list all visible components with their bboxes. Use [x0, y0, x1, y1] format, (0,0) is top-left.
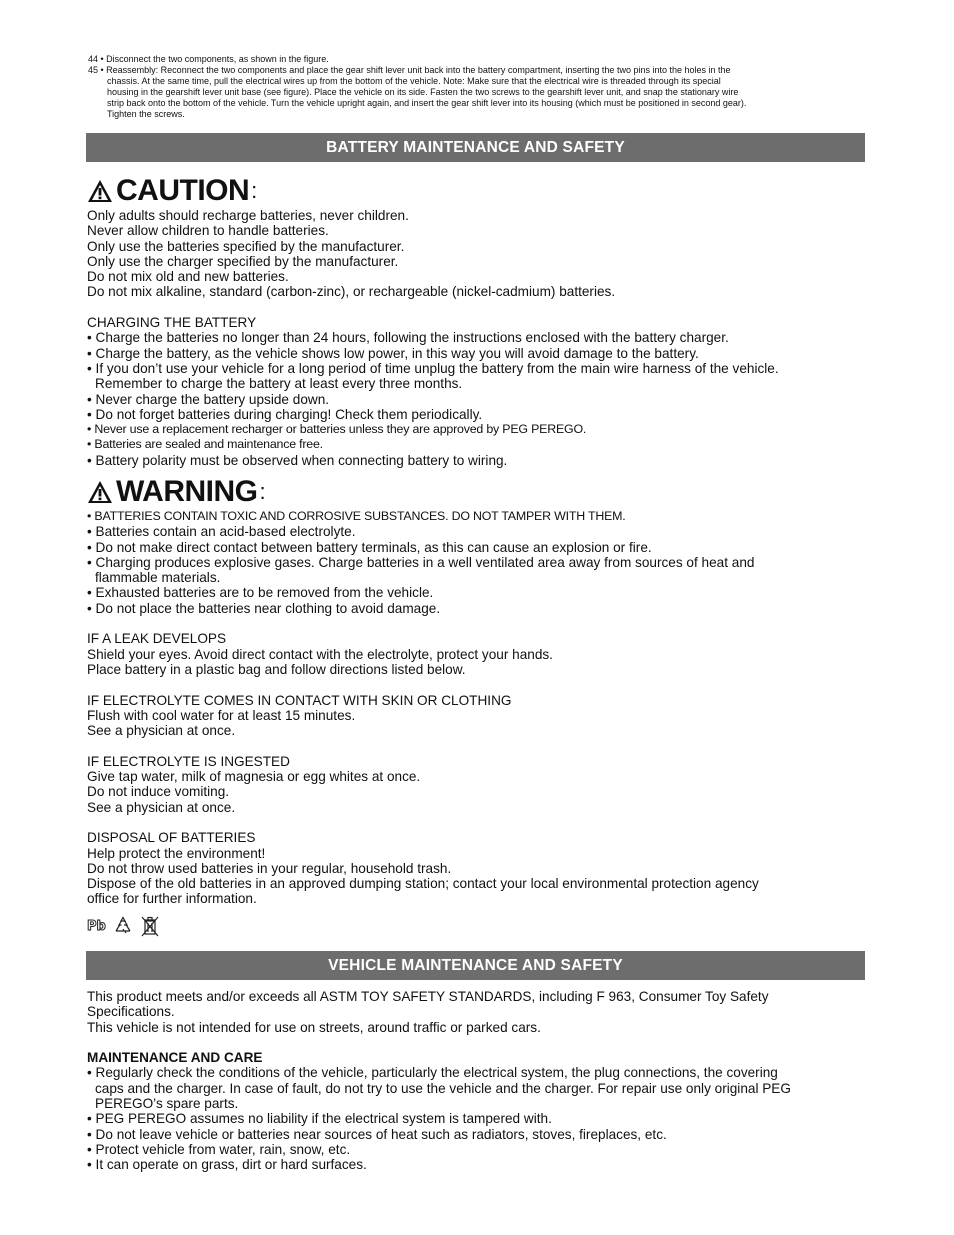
charging-item: • Battery polarity must be observed when connecting battery to wiring.: [87, 452, 508, 468]
skin-title: IF ELECTROLYTE COMES IN CONTACT WITH SKIN OR CLOTHING: [87, 692, 512, 708]
charging-item: • Never charge the battery upside down.: [87, 391, 330, 407]
disposal-line: Dispose of the old batteries in an approved dumping station; contact your local environmental protection agency: [87, 876, 759, 892]
leak-line: Shield your eyes. Avoid direct contact with the electrolyte, protect your hands.: [87, 646, 553, 662]
disposal-line: office for further information.: [87, 891, 257, 907]
ingested-line: See a physician at once.: [87, 799, 236, 815]
caution-line: Do not mix old and new batteries.: [87, 269, 289, 285]
maintenance-title: MAINTENANCE AND CARE: [87, 1050, 263, 1066]
maintenance-item: • It can operate on grass, dirt or hard surfaces.: [87, 1157, 367, 1173]
vehicle-line: Specifications.: [87, 1004, 175, 1020]
warning-item: • Charging produces explosive gases. Charge batteries in a well ventilated area away from sources of heat and: [87, 554, 755, 570]
step-45-line: strip back onto the bottom of the vehicle. Turn the vehicle upright again, and insert the gear shift lever into its housing (which must be positioned in second gear).: [107, 98, 747, 108]
warning-block: [87, 509, 867, 907]
vehicle-line: This product meets and/or exceeds all ASTM TOY SAFETY STANDARDS, including F 963, Consumer Toy Safety: [87, 989, 769, 1004]
disposal-symbols: [87, 914, 160, 938]
battery-maintenance-header: BATTERY MAINTENANCE AND SAFETY: [86, 133, 865, 162]
warning-item: • Batteries contain an acid-based electrolyte.: [87, 524, 356, 540]
step-45-line: housing in the gearshift lever unit base (see figure). Place the vehicle on its side. Fasten the two screws to the gearshift lever unit, and snap the stationary wire: [107, 87, 739, 97]
charging-title: CHARGING THE BATTERY: [87, 315, 257, 331]
charging-item: • Charge the battery, as the vehicle shows low power, in this way you will avoid damage to the battery.: [87, 345, 699, 361]
charging-item: • Batteries are sealed and maintenance free.: [87, 437, 323, 452]
warning-item: • Do not make direct contact between battery terminals, as this can cause an explosion or fire.: [87, 539, 652, 555]
pb-lead-symbol: Pb: [87, 918, 106, 934]
maintenance-item: • Do not leave vehicle or batteries near sources of heat such as radiators, stoves, fireplaces, etc.: [87, 1126, 667, 1142]
warning-title: WARNING: [116, 475, 258, 508]
step-45-line: chassis. At the same time, pull the electrical wires up from the bottom of the vehicle. Note: Make sure that the electrical wire is threaded through its special: [107, 76, 721, 86]
disposal-title: DISPOSAL OF BATTERIES: [87, 830, 256, 846]
warning-heading: [87, 475, 265, 509]
caution-title: CAUTION: [116, 174, 250, 207]
caution-line: Only use the charger specified by the manufacturer.: [87, 253, 399, 269]
ingested-line: Do not induce vomiting.: [87, 784, 230, 800]
warning-colon: :: [259, 479, 266, 504]
disposal-line: Do not throw used batteries in your regular, household trash.: [87, 860, 452, 876]
disposal-line: Help protect the environment!: [87, 845, 266, 861]
warning-item: • Exhausted batteries are to be removed from the vehicle.: [87, 585, 434, 601]
ingested-line: Give tap water, milk of magnesia or egg whites at once.: [87, 769, 421, 785]
assembly-steps: [88, 54, 868, 120]
crossed-bin-icon: [140, 914, 160, 938]
caution-colon: :: [251, 178, 257, 203]
skin-line: Flush with cool water for at least 15 minutes.: [87, 707, 356, 723]
maintenance-item: PEREGO’s spare parts.: [95, 1096, 239, 1112]
step-44: 44 • Disconnect the two components, as shown in the figure.: [88, 54, 329, 64]
maintenance-item: • PEG PEREGO assumes no liability if the electrical system is tampered with.: [87, 1111, 552, 1127]
charging-item: • Do not forget batteries during charging! Check them periodically.: [87, 406, 483, 422]
charging-item: • Charge the batteries no longer than 24 hours, following the instructions enclosed with the battery charger.: [87, 330, 729, 346]
caution-block: [87, 208, 867, 468]
skin-line: See a physician at once.: [87, 723, 236, 739]
charging-item: • Never use a replacement recharger or batteries unless they are approved by PEG PEREGO.: [87, 422, 587, 437]
maintenance-item: caps and the charger. In case of fault, do not try to use the vehicle and the charger. For repair use only original PEG: [95, 1080, 791, 1096]
warning-item: flammable materials.: [95, 570, 221, 586]
step-45-line: 45 • Reassembly: Reconnect the two components and place the gear shift lever unit back into the battery compartment, inserting the two pins into the holes in the: [88, 65, 731, 75]
maintenance-item: • Regularly check the conditions of the vehicle, particularly the electrical system, the plug connections, the covering: [87, 1065, 778, 1081]
vehicle-block: [87, 989, 867, 1173]
charging-item: • If you don’t use your vehicle for a long period of time unplug the battery from the main wire harness of the vehicle.: [87, 360, 779, 376]
warning-triangle-icon: [87, 480, 113, 504]
caution-line: Only use the batteries specified by the manufacturer.: [87, 238, 405, 254]
ingested-title: IF ELECTROLYTE IS INGESTED: [87, 753, 290, 769]
vehicle-maintenance-header: VEHICLE MAINTENANCE AND SAFETY: [86, 951, 865, 980]
leak-line: Place battery in a plastic bag and follow directions listed below.: [87, 661, 466, 677]
maintenance-item: • Protect vehicle from water, rain, snow, etc.: [87, 1141, 351, 1157]
warning-triangle-icon: [87, 179, 113, 203]
vehicle-line: This vehicle is not intended for use on streets, around traffic or parked cars.: [87, 1019, 541, 1035]
caution-line: Do not mix alkaline, standard (carbon-zinc), or rechargeable (nickel-cadmium) batteries.: [87, 284, 616, 300]
warning-item: • Do not place the batteries near clothing to avoid damage.: [87, 600, 441, 616]
step-45-line: Tighten the screws.: [107, 109, 185, 119]
warning-item: • BATTERIES CONTAIN TOXIC AND CORROSIVE SUBSTANCES. DO NOT TAMPER WITH THEM.: [87, 509, 626, 523]
caution-line: Only adults should recharge batteries, never children.: [87, 208, 409, 223]
caution-line: Never allow children to handle batteries.: [87, 223, 329, 239]
leak-title: IF A LEAK DEVELOPS: [87, 631, 227, 647]
recycle-icon: [113, 916, 133, 936]
caution-heading: [87, 174, 257, 208]
charging-item: Remember to charge the battery at least every three months.: [95, 376, 463, 392]
